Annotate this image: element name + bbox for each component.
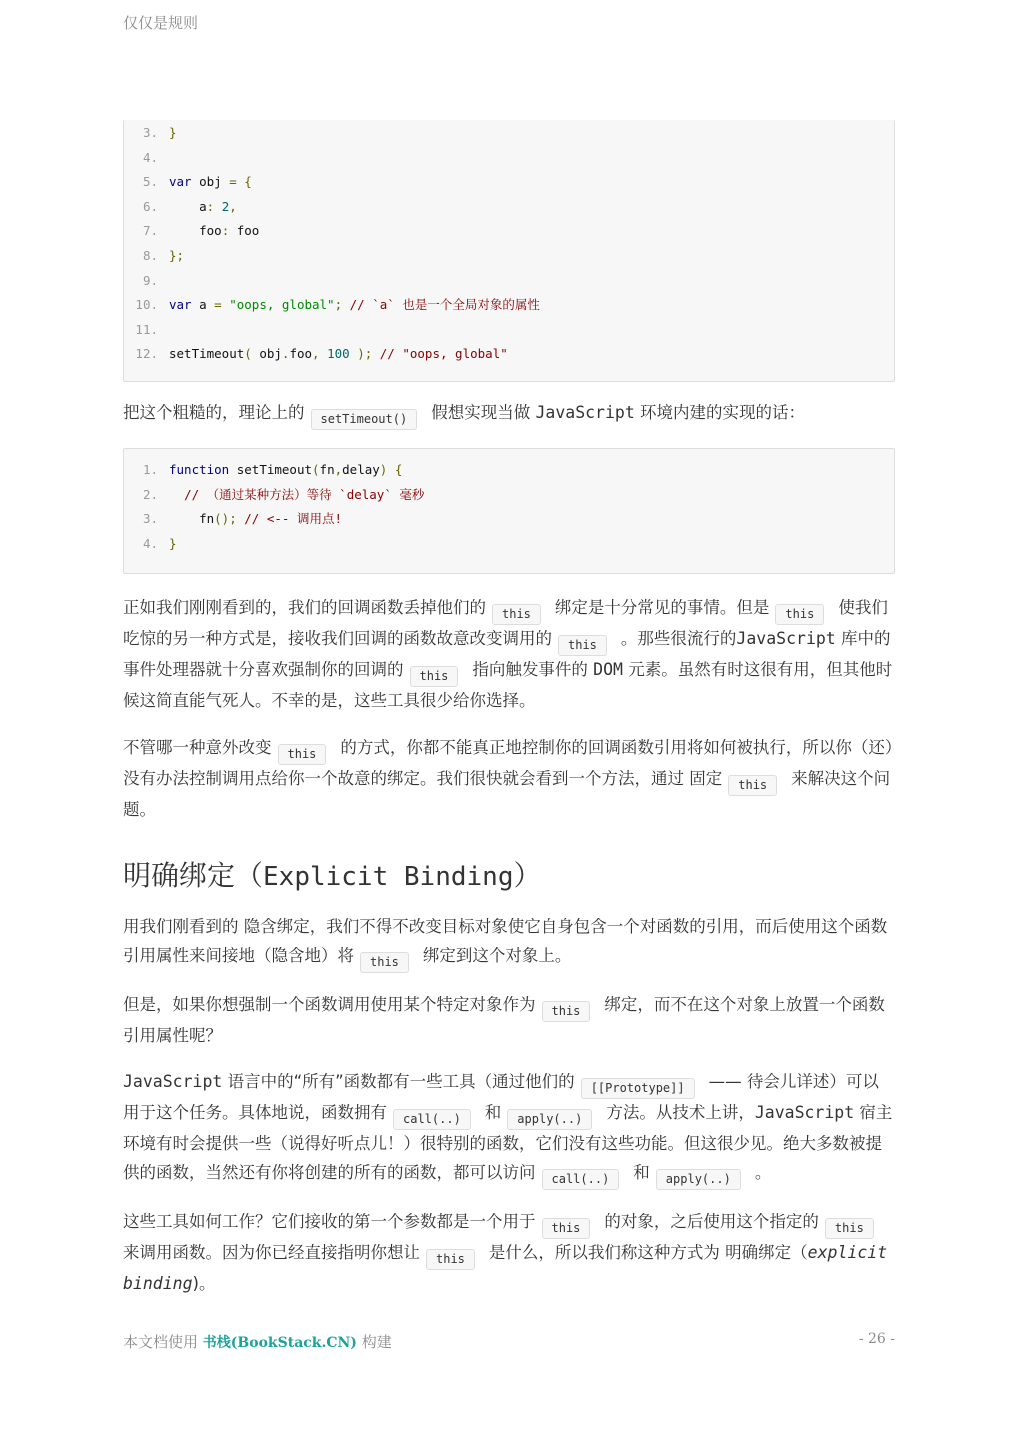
code-line: 2. // （通过某种方法）等待 `delay` 毫秒 — [142, 486, 425, 502]
paragraph: 这些工具如何工作？它们接收的第一个参数都是一个用于 this 的对象，之后使用这个指定的 this来调用函数。因为你已经直接指明你想让 this 是什么，所以我们称这种方式为 明确绑定（explicit binding)。 — [123, 1211, 888, 1293]
paragraph: 但是，如果你想强制一个函数调用使用某个特定对象作为 this 绑定，而不在这个对象上放置一个函数引用属性呢？ — [123, 994, 885, 1045]
code-line: 9. — [142, 272, 158, 288]
code-line: 7. foo: foo — [142, 223, 260, 239]
paragraph: 正如我们刚刚看到的，我们的回调函数丢掉他们的 this 绑定是十分常见的事情。但是 this 使我们吃惊的另一种方式是，接收我们回调的函数故意改变调用的 this 。那些很流行的JavaScript 库中的事件处理器就十分喜欢强制你的回调的 this 指向触发事件的 DOM 元素。虽然有时这很有用，但其他时候这简直能气死人。不幸的是，这些工具很少给你选择。 — [123, 598, 893, 710]
inline-code: this — [728, 775, 777, 796]
paragraph: 用我们刚看到的 隐含绑定，我们不得不改变目标对象使它自身包含一个对函数的引用，而后使用这个函数引用属性来间接地（隐含地）将 this 绑定到这个对象上。 — [123, 913, 895, 973]
code-line: 4. — [142, 149, 158, 165]
inline-code: this — [426, 1249, 475, 1270]
inline-code: setTimeout() — [311, 409, 418, 430]
code-line: 3. fn(); // <-- 调用点! — [142, 511, 342, 527]
code-line: 8. }; — [142, 247, 185, 263]
page-footer: 本文档使用 书栈(BookStack.CN) 构建 - 26 - — [123, 1331, 895, 1351]
inline-code: call(..) — [393, 1109, 471, 1130]
code-line: 6. a: 2, — [142, 198, 237, 214]
paragraph: JavaScript 语言中的“所有”函数都有一些工具（通过他们的 [[Prototype]] —— 待会儿详述）可以用于这个任务。具体地说，函数拥有 call(..) 和 apply(..) 方法。从技术上讲，JavaScript 宿主环境有时会提供一些（说得好听点儿！）很特别的函数，它们没有这些功能。但这很少见。绝大多数被提供的函数，当然还有你将创建的所有的函数，都可以访问 call(..) 和 apply(..) 。 — [123, 1068, 895, 1190]
code-line: 3. } — [142, 125, 177, 140]
inline-code: this — [558, 635, 607, 656]
running-title: 仅仅是规则 — [123, 14, 199, 32]
inline-code: this — [410, 666, 459, 687]
inline-code: call(..) — [542, 1169, 620, 1190]
inline-code: apply(..) — [656, 1169, 741, 1190]
inline-code: this — [542, 1218, 591, 1239]
page-content — [123, 120, 895, 1299]
inline-code: [[Prototype]] — [581, 1078, 695, 1099]
code-line: 1. function setTimeout(fn,delay) { — [142, 462, 403, 477]
code-line: 11. — [135, 321, 158, 337]
code-line: 10. var a = "oops, global"; // `a` 也是一个全局对象的属性 — [135, 297, 540, 313]
inline-code: this — [825, 1218, 874, 1239]
section-heading: 明确绑定（Explicit Binding） — [123, 859, 542, 893]
code-block-2 — [123, 448, 895, 574]
inline-code: apply(..) — [507, 1109, 592, 1130]
code-line: 4. } — [142, 535, 177, 551]
code-block-1 — [123, 120, 895, 382]
paragraph: 把这个粗糙的，理论上的 setTimeout() 假想实现当做 JavaScript 环境内建的实现的话： — [123, 399, 895, 430]
inline-code: this — [278, 744, 327, 765]
bookstack-link[interactable]: 书栈(BookStack.CN) — [202, 1335, 357, 1351]
code-line: 5. var obj = { — [142, 174, 252, 190]
inline-code: this — [492, 604, 541, 625]
inline-code: this — [360, 952, 409, 973]
paragraph: 不管哪一种意外改变 this 的方式，你都不能真正地控制你的回调函数引用将如何被执行，所以你（还）没有办法控制调用点给你一个故意的绑定。我们很快就会看到一个方法，通过 固定 this 来解决这个问题。 — [123, 737, 894, 819]
inline-code: this — [775, 604, 824, 625]
page-number: - 26 - — [858, 1331, 895, 1347]
inline-code: this — [542, 1001, 591, 1022]
code-line: 12. setTimeout( obj.foo, 100 ); // "oops, global" — [135, 346, 508, 362]
